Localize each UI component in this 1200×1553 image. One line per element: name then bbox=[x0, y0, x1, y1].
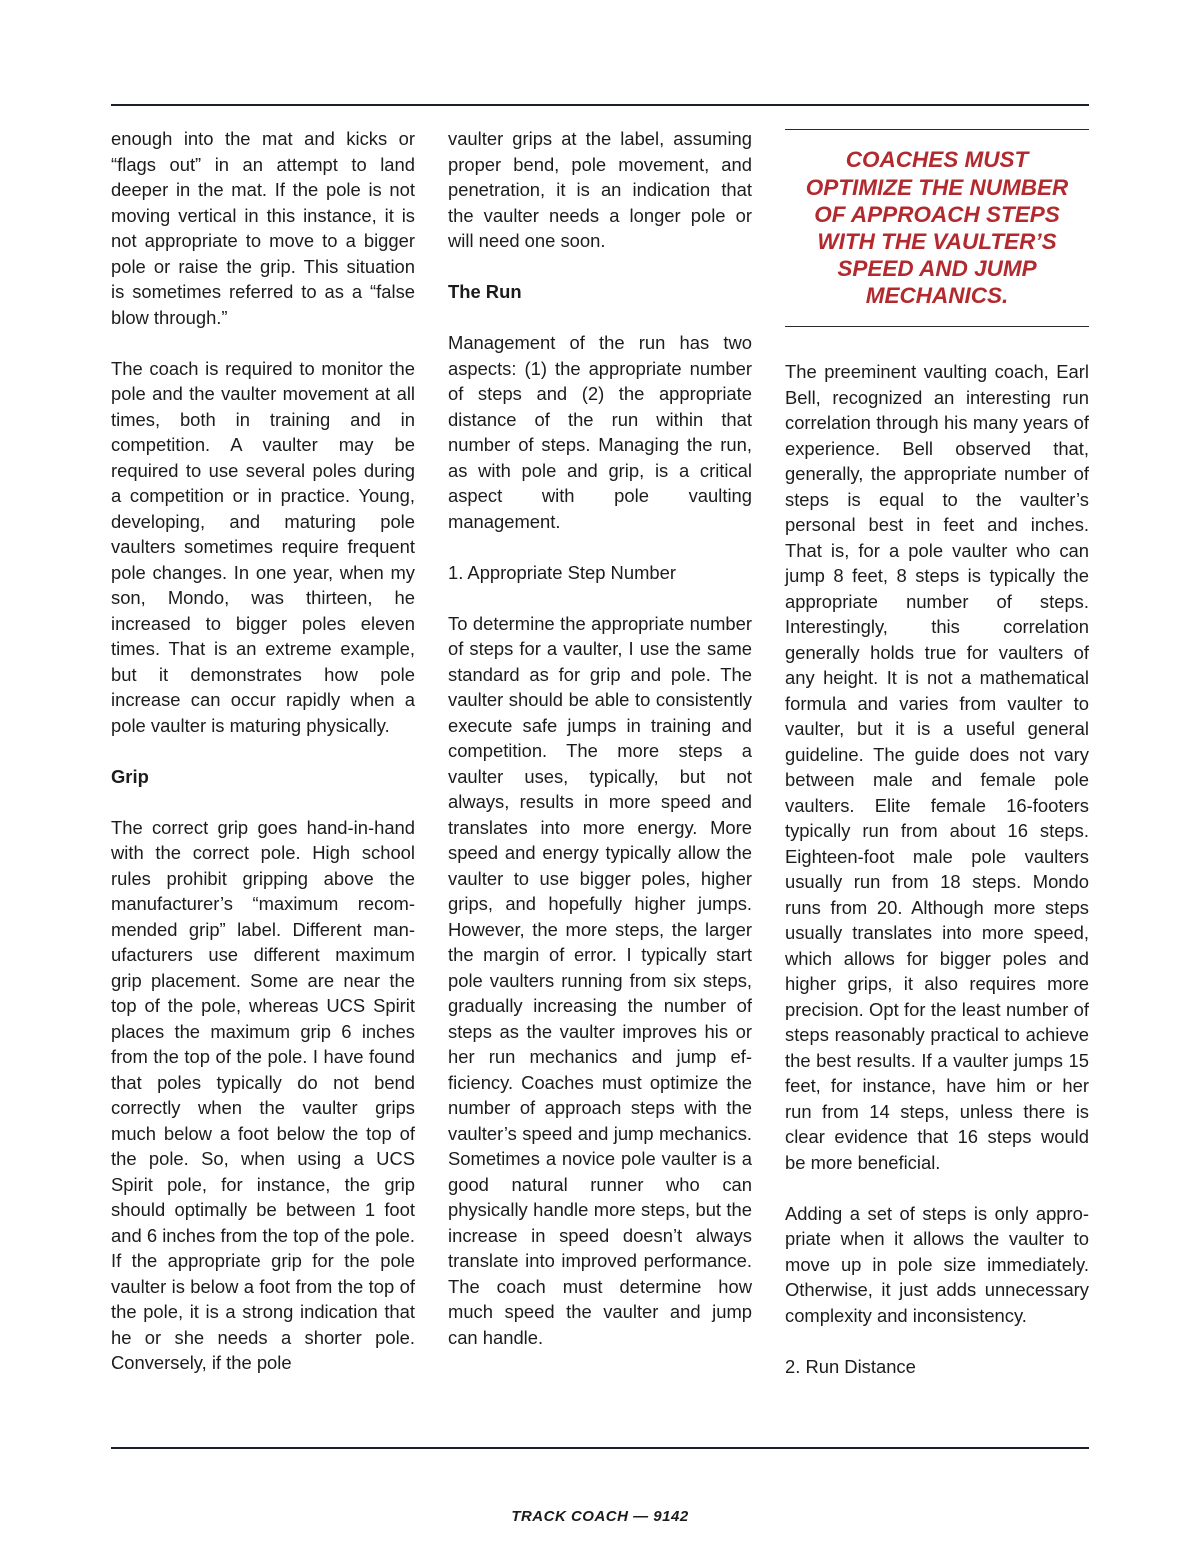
article-column-3 bbox=[785, 359, 1089, 1379]
body-paragraph: vaulter grips at the label, assuming proper bend, pole movement, and penetration, it is an indication that the vaulter needs a longer pole or will need one soon. bbox=[448, 128, 752, 251]
body-paragraph: enough into the mat and kicks or “flags out” in an attempt to land deeper in the mat. If the pole is not moving vertical in this instance, it is not appropriate to move to a bigger pole or raise the grip. This situation is sometimes referred to as a “false blow through.” bbox=[111, 128, 415, 328]
body-paragraph: The correct grip goes hand-in-hand with the correct pole. High school rules prohibit gripping above the manufacturer’s “maximum recommended grip” label. Different manufacturers use different maximum grip placement. Some are near the top of the pole, whereas UCS Spirit places the maximum grip 6 inches from the top of the pole. I have found that poles typically do not bend correctly when the vaulter grips much below a foot below the top of the pole. So, when using a UCS Spirit pole, for instance, the grip should optimally be between 1 foot and 6 inches from the top of the pole. If the appropriate grip for the pole vaulter is below a foot from the top of the pole, it is a strong indication that he or she needs a shorter pole. Conversely, if the pole bbox=[111, 816, 415, 1373]
body-paragraph: The preeminent vaulting coach, Earl Bell, recognized an interesting run correlation through his many years of experience. Bell observed that, generally, the appropriate number of steps is equal to the vaulter’s personal best in feet and inches. That is, for a pole vaulter who can jump 8 feet, 8 steps is typically the appropriate number of steps. Interestingly, this correlation generally holds true for vaulters of any height. It is not a mathematical formula and varies from vaulter to vaulter, but it is a useful general guideline. The guide does not vary between male and female pole vaulters. Elite female 16-footers typically run from about 16 steps. Eighteen-foot male pole vaulters usually run from 18 steps. Mondo runs from 20. Although more steps usually translates into more speed, which allows for bigger poles and higher grips, it also requires more precision. Opt for the least number of steps reasonably practical to achieve the best results. If a vaulter jumps 15 feet, for instance, have him or her run from 14 steps, unless there is clear evidence that 16 steps would be more beneficial. bbox=[785, 361, 1089, 1173]
pull-quote-text: COACHES MUST OPTIMIZE THE NUMBER OF APPROACH STEPS WITH THE VAULTER’S SPEED AND JUMP MECHANICS. bbox=[805, 147, 1069, 309]
article-column-2 bbox=[448, 126, 752, 1350]
body-paragraph: The coach is required to monitor the pole and the vaulter movement at all times, both in training and in competition. A vaulter may be required to use several poles during a competition or in practice. Young, developing, and maturing pole vaulters sometimes require frequent pole changes. In one year, when my son, Mondo, was thirteen, he increased to bigger poles eleven times. That is an extreme example, but it demonstrates how pole increase can occur rapidly when a pole vaulter is maturing physically. bbox=[111, 357, 415, 736]
pull-quote bbox=[785, 129, 1089, 327]
bottom-rule bbox=[111, 1447, 1089, 1449]
subsection-heading-run-distance: 2. Run Distance bbox=[785, 1355, 916, 1377]
subsection-heading-step-number: 1. Appropriate Step Number bbox=[448, 561, 676, 583]
body-paragraph: To determine the appropriate number of steps for a vaulter, I use the same standard as for grip and pole. The vaulter should be able to consistently execute safe jumps in training and competition. The more steps a vaulter uses, typically, but not always, results in more speed and translates into more energy. More speed and energy typically allow the vaulter to use bigger poles, higher grips, and hopefully higher jumps. However, the more steps, the larger the margin of error. I typically start pole vaulters running from six steps, gradually increasing the number of steps as the vaulter improves his or her run mechanics and jump efficiency. Coaches must optimize the number of approach steps with the vaulter’s speed and jump mechanics. Sometimes a novice pole vaulter is a good natural runner who can physically handle more steps, but the increase in speed doesn’t always translate into improved performance. The coach must determine how much speed the vaulter and jump can handle. bbox=[448, 612, 752, 1348]
section-heading-grip: Grip bbox=[111, 765, 149, 787]
section-heading-the-run: The Run bbox=[448, 281, 522, 302]
body-paragraph: Management of the run has two aspects: (1) the appropriate number of steps and (2) the appropriate distance of the run within that number of steps. Managing the run, as with pole and grip, is a critical aspect with pole vaulting management. bbox=[448, 332, 752, 532]
page-footer: TRACK COACH — 9142 bbox=[511, 1508, 689, 1525]
top-rule bbox=[111, 104, 1089, 106]
body-paragraph: Adding a set of steps is only appropriate when it allows the vaulter to move up in pole size immediately. Otherwise, it just adds unnecessary complexity and inconsistency. bbox=[785, 1202, 1089, 1326]
article-column-1 bbox=[111, 126, 415, 1376]
